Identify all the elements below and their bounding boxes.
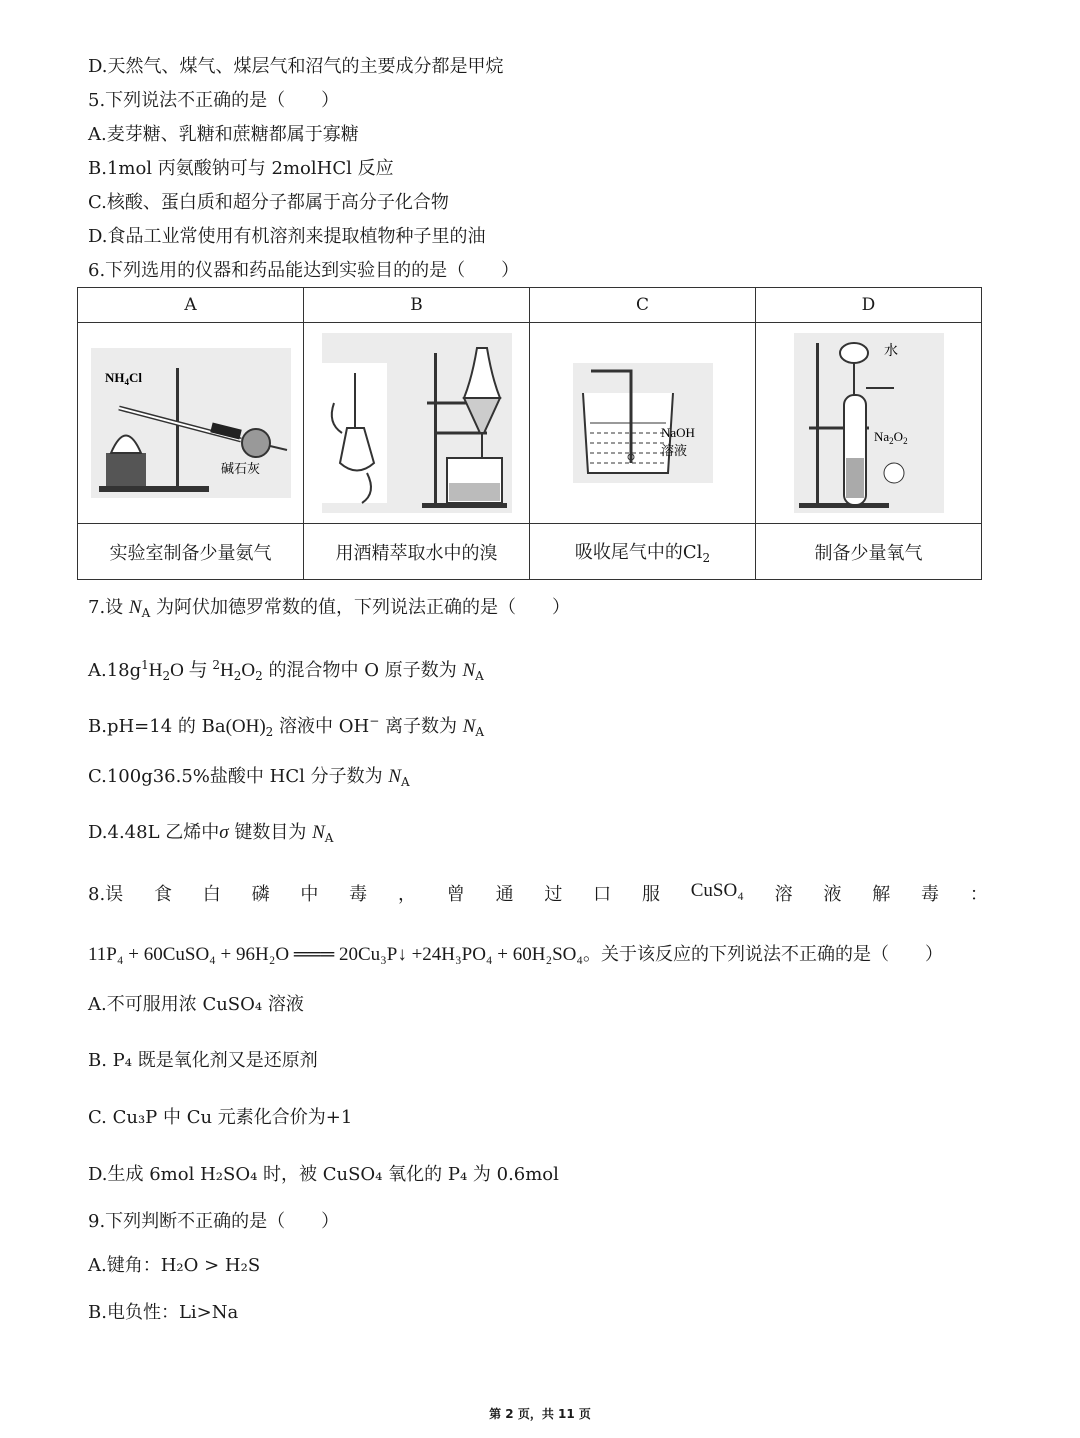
svg-text:NH4Cl: [105, 370, 142, 387]
page-footer: 第 2 页，共 11 页: [489, 1407, 591, 1421]
q7-option-a: $A.18g^1H_2O$ 与 $^2H_2O_2$ 的混合物中 O 原子数为 $N_A$: [88, 658, 484, 683]
q6-caption-c-text: 吸收尾气中的Cl: [574, 542, 703, 563]
na2o2-mid: O: [893, 429, 903, 444]
q9-option-b: B.电负性：Li>Na: [88, 1302, 239, 1323]
q8-option-a: A.不可服用浓 CuSO₄ 溶液: [88, 994, 304, 1015]
q7-stem: 7.设 $N_A$ 为阿伏加德罗常数的值，下列说法正确的是（ ）: [88, 597, 570, 620]
q6-figure-a-cell: [78, 323, 304, 524]
oxygen-apparatus-figure: [794, 333, 944, 513]
q6-header-d: D: [756, 288, 982, 323]
q8-equation-tail: 。关于该反应的下列说法不正确的是（ ）: [583, 944, 944, 965]
na2o2-sub2: 2: [902, 436, 908, 446]
q9-option-a: A.键角：H₂O > H₂S: [88, 1255, 261, 1276]
q8-equation-formula: 11P₄ + 60CuSO₄ + 96H₂O ═══ 20Cu₃P↓ +24H₃PO₄ + 60H₂SO₄: [88, 944, 584, 965]
q8-option-b: B. P₄ 既是氧化剂又是还原剂: [88, 1050, 318, 1071]
q4-option-d: D.天然气、煤气、煤层气和沼气的主要成分都是甲烷: [88, 56, 504, 77]
nh4cl-label: NH: [104, 370, 124, 385]
nh4cl-label-tail: Cl: [128, 370, 142, 385]
q6-caption-b: 用酒精萃取水中的溴: [304, 524, 530, 580]
na2o2-label: Na: [873, 429, 889, 444]
nh4cl-label-sub: 4: [124, 377, 129, 387]
separatory-funnel-figure: [322, 333, 512, 513]
ammonia-apparatus-figure: [91, 348, 291, 498]
q8-option-d: D.生成 6mol H₂SO₄ 时，被 CuSO₄ 氧化的 P₄ 为 0.6mol: [88, 1164, 559, 1185]
q6-header-b: B: [304, 288, 530, 323]
q5-stem: 5.下列说法不正确的是（ ）: [88, 90, 340, 111]
q6-header-c: C: [530, 288, 756, 323]
q5-option-b: B.1mol 丙氨酸钠可与 2molHCl 反应: [88, 158, 394, 179]
q7-option-d: D.4.48L 乙烯中σ 键数目为 $N_A$: [88, 822, 334, 845]
q6-options-table: [77, 287, 982, 580]
q6-figure-b-cell: [304, 323, 530, 524]
q6-stem: 6.下列选用的仪器和药品能达到实验目的的是（ ）: [88, 260, 520, 281]
soda-lime-label: 碱石灰: [220, 462, 260, 477]
q6-figure-c-cell: [530, 323, 756, 524]
solution-label: 溶液: [660, 444, 687, 459]
q7-option-b: B.pH=14 的 $Ba(OH)_2$ 溶液中 OH− 离子数为 $N_A$: [88, 714, 485, 739]
q6-caption-c: [530, 524, 756, 580]
q5-option-c: C.核酸、蛋白质和超分子都属于高分子化合物: [88, 192, 449, 213]
na2o2-sub1: 2: [888, 436, 894, 446]
q9-stem: 9.下列判断不正确的是（ ）: [88, 1211, 340, 1232]
q5-option-d: D.食品工业常使用有机溶剂来提取植物种子里的油: [88, 226, 486, 247]
naoh-beaker-figure: [573, 363, 713, 483]
q5-option-a: A.麦芽糖、乳糖和蔗糖都属于寡糖: [88, 124, 359, 145]
q6-caption-d: 制备少量氧气: [756, 524, 982, 580]
q6-header-a: A: [78, 288, 304, 323]
q6-figure-d-cell: [756, 323, 982, 524]
q7-option-c: C.100g36.5%盐酸中 HCl 分子数为 $N_A$: [88, 766, 410, 789]
q6-caption-a: 实验室制备少量氨气: [78, 524, 304, 580]
q8-option-c: C. Cu₃P 中 Cu 元素化合价为+1: [88, 1107, 353, 1128]
naoh-label: NaOH: [660, 425, 695, 440]
q8-stem: 8.误 食 白 磷 中 毒 ， 曾 通 过 口 服 CuSO₄ 溶 液 解 毒 ：: [88, 880, 988, 905]
q6-caption-c-sub: 2: [702, 551, 711, 565]
water-label: 水: [883, 343, 898, 359]
q8-equation: [88, 943, 943, 967]
